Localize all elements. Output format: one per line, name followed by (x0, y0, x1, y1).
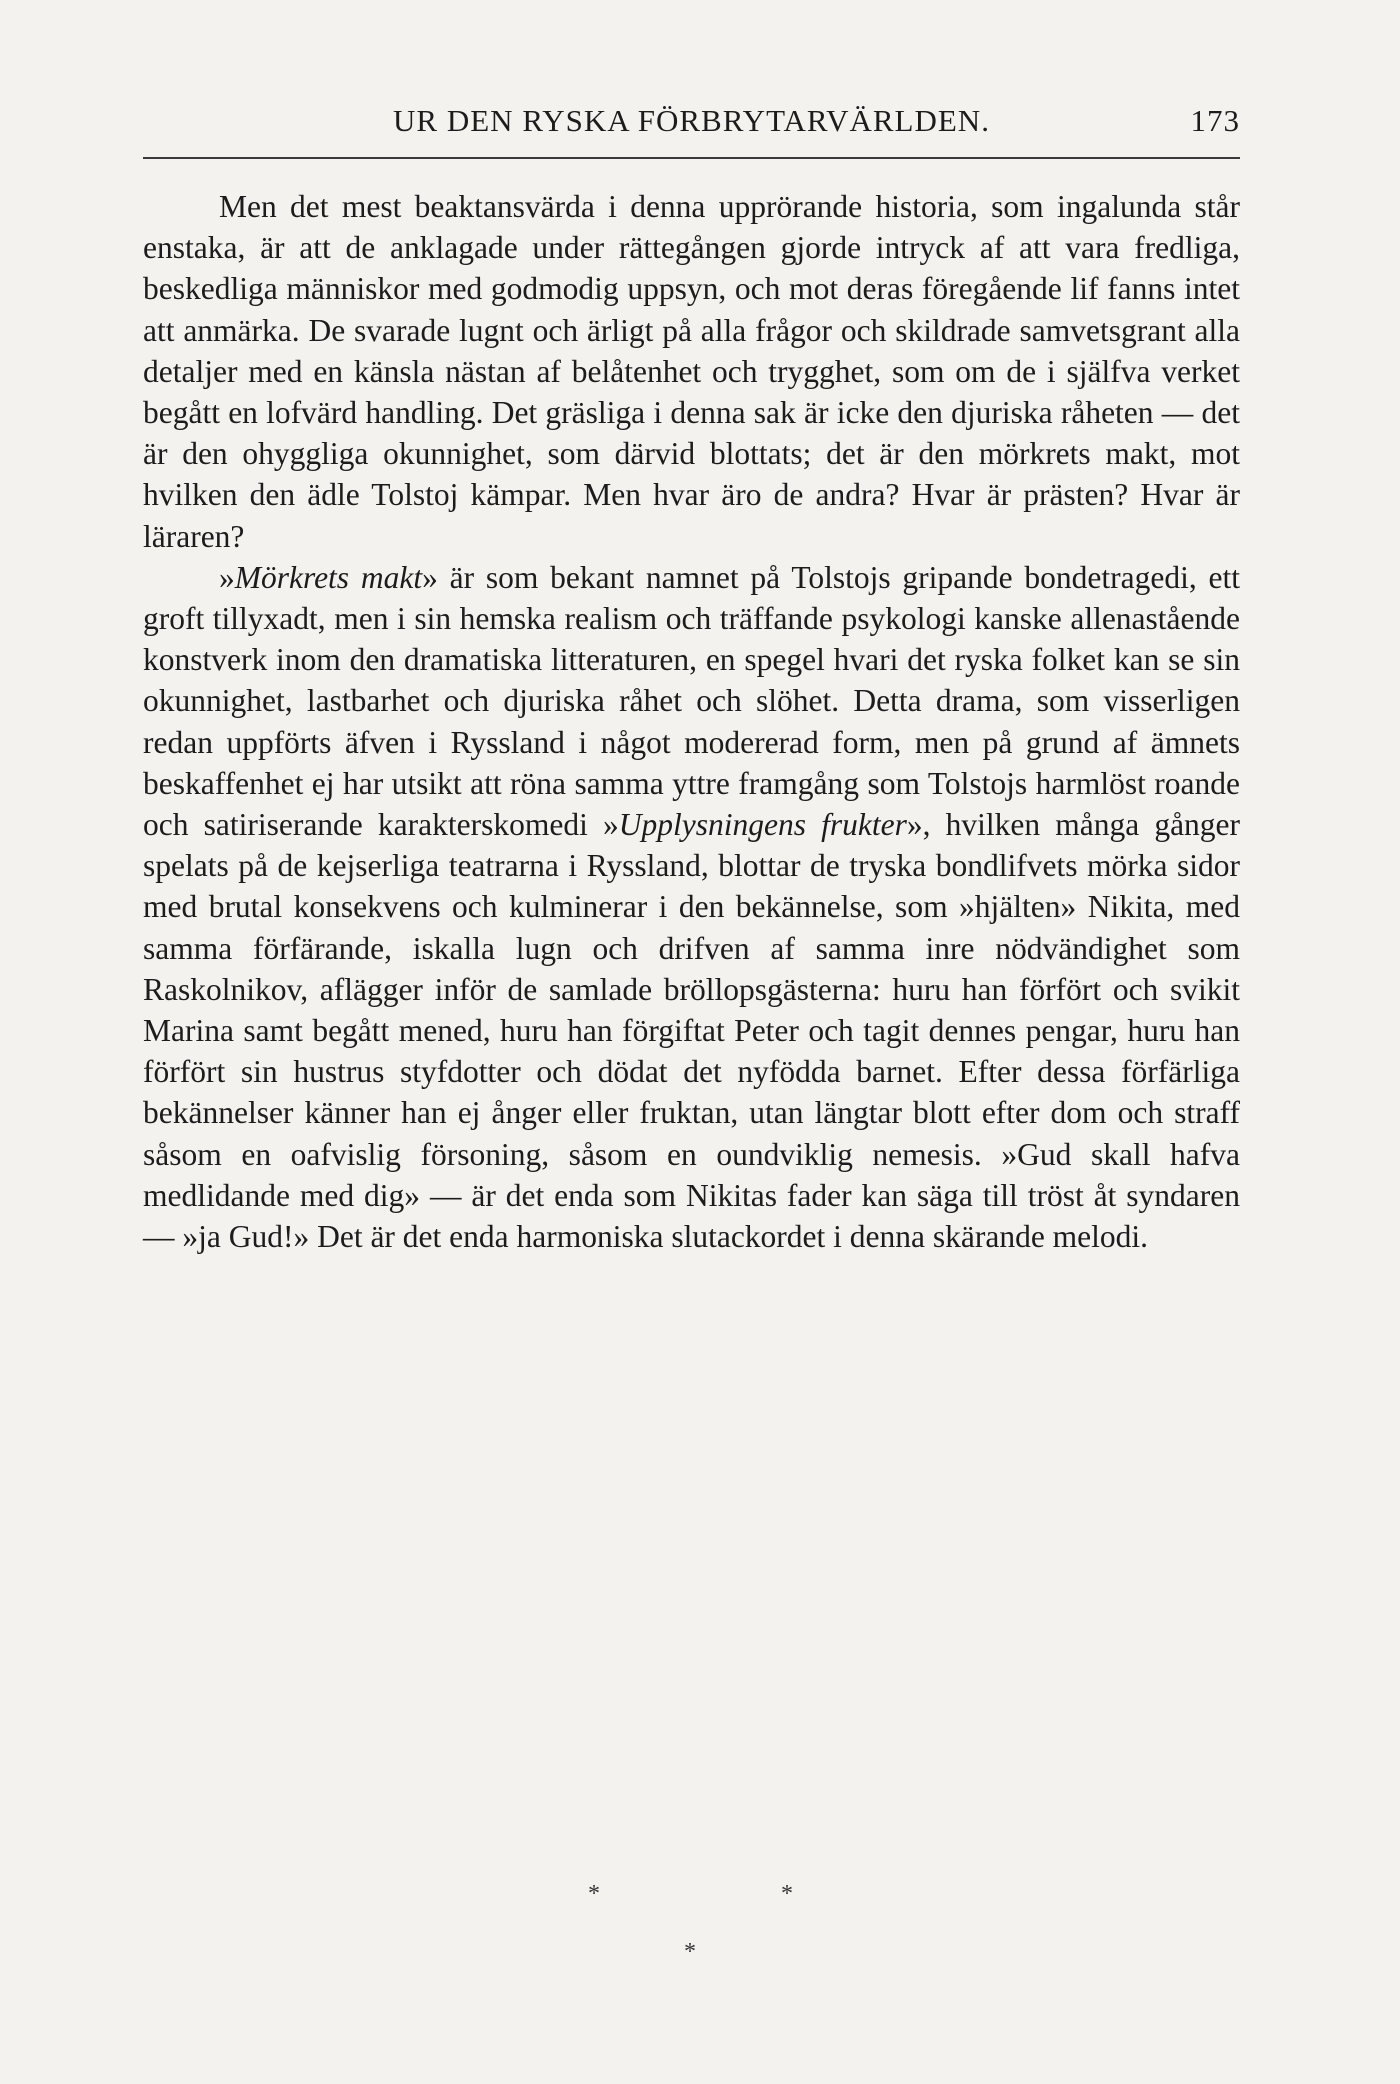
text-segment: », hvilken många gånger spelats på de kejserliga teatrarna i Ryssland, blottar de tryska bondlifvets mörka sidor med brutal konsekvens och kulminerar i den bekännelse, som »hjälten» Nikita, med samma förfärande, iskalla lugn och drifven af samma inre nödvändighet som Raskolnikov, aflägger inför de samlade bröllopsgästerna: huru han förfört och svikit Marina samt begått mened, huru han förgiftat Peter och tagit dennes pengar, huru han förfört sin hustrus styfdotter och dödat det nyfödda barnet. Efter dessa förfärliga bekännelser känner han ej ånger eller fruktan, utan längtar blott efter dom och straff såsom en oafvislig försoning, såsom en oundviklig nemesis. »Gud skall hafva medlidande med dig» — är det enda som Nikitas fader kan säga till tröst åt syndaren — »ja Gud!» Det är det enda harmoniska slutackordet i denna skärande melodi. (143, 807, 1241, 1255)
text-segment: » är som bekant namnet på Tolstojs gripande bondetragedi, ett groft tillyxadt, men i sin hemska realism och träffande psykologi kanske allenastående konstverk inom den dramatiska litteraturen, en spegel hvari det ryska folket kan se sin okunnighet, lastbarhet och djuriska råhet och slöhet. Detta drama, som visserligen redan uppförts äfven i Ryssland i något modererad form, men på grund af ämnets beskaffenhet ej har utsikt att röna samma yttre framgång som Tolstojs harmlöst roande och satiriserande karakterskomedi » (143, 559, 1240, 843)
asterisk-ornament: * (588, 1881, 600, 1907)
page-header (143, 96, 1240, 146)
italic-title: Mörkrets makt (234, 559, 423, 595)
section-break (143, 1872, 1240, 1982)
running-head: UR DEN RYSKA FÖRBRYTARVÄRLDEN. (393, 103, 990, 138)
page-number: 173 (1190, 103, 1240, 138)
asterisk-ornament: * (781, 1881, 793, 1907)
italic-title: Upplysningens frukter (618, 807, 907, 843)
paragraph (143, 186, 1240, 557)
asterisk-ornament: * (684, 1939, 696, 1965)
body-text (143, 186, 1240, 1257)
header-rule (143, 157, 1240, 159)
text-segment: Men det mest beaktansvärda i denna upprörande historia, som ingalunda står enstaka, är att de anklagade under rättegången gjorde intryck af att vara fredliga, beskedliga människor med godmodig uppsyn, och mot deras föregående lif fanns intet att anmärka. De svarade lugnt och ärligt på alla frågor och skildrade samvetsgrant alla detaljer med en känsla nästan af belåtenhet och trygghet, som om de i själfva verket begått en lofvärd handling. Det gräsliga i denna sak är icke den djuriska råheten — det är den ohyggliga okunnighet, som därvid blottats; det är den mörkrets makt, mot hvilken den ädle Tolstoj kämpar. Men hvar äro de andra? Hvar är prästen? Hvar är läraren? (143, 189, 1240, 554)
text-segment: » (219, 559, 235, 595)
paragraph (143, 557, 1240, 1257)
